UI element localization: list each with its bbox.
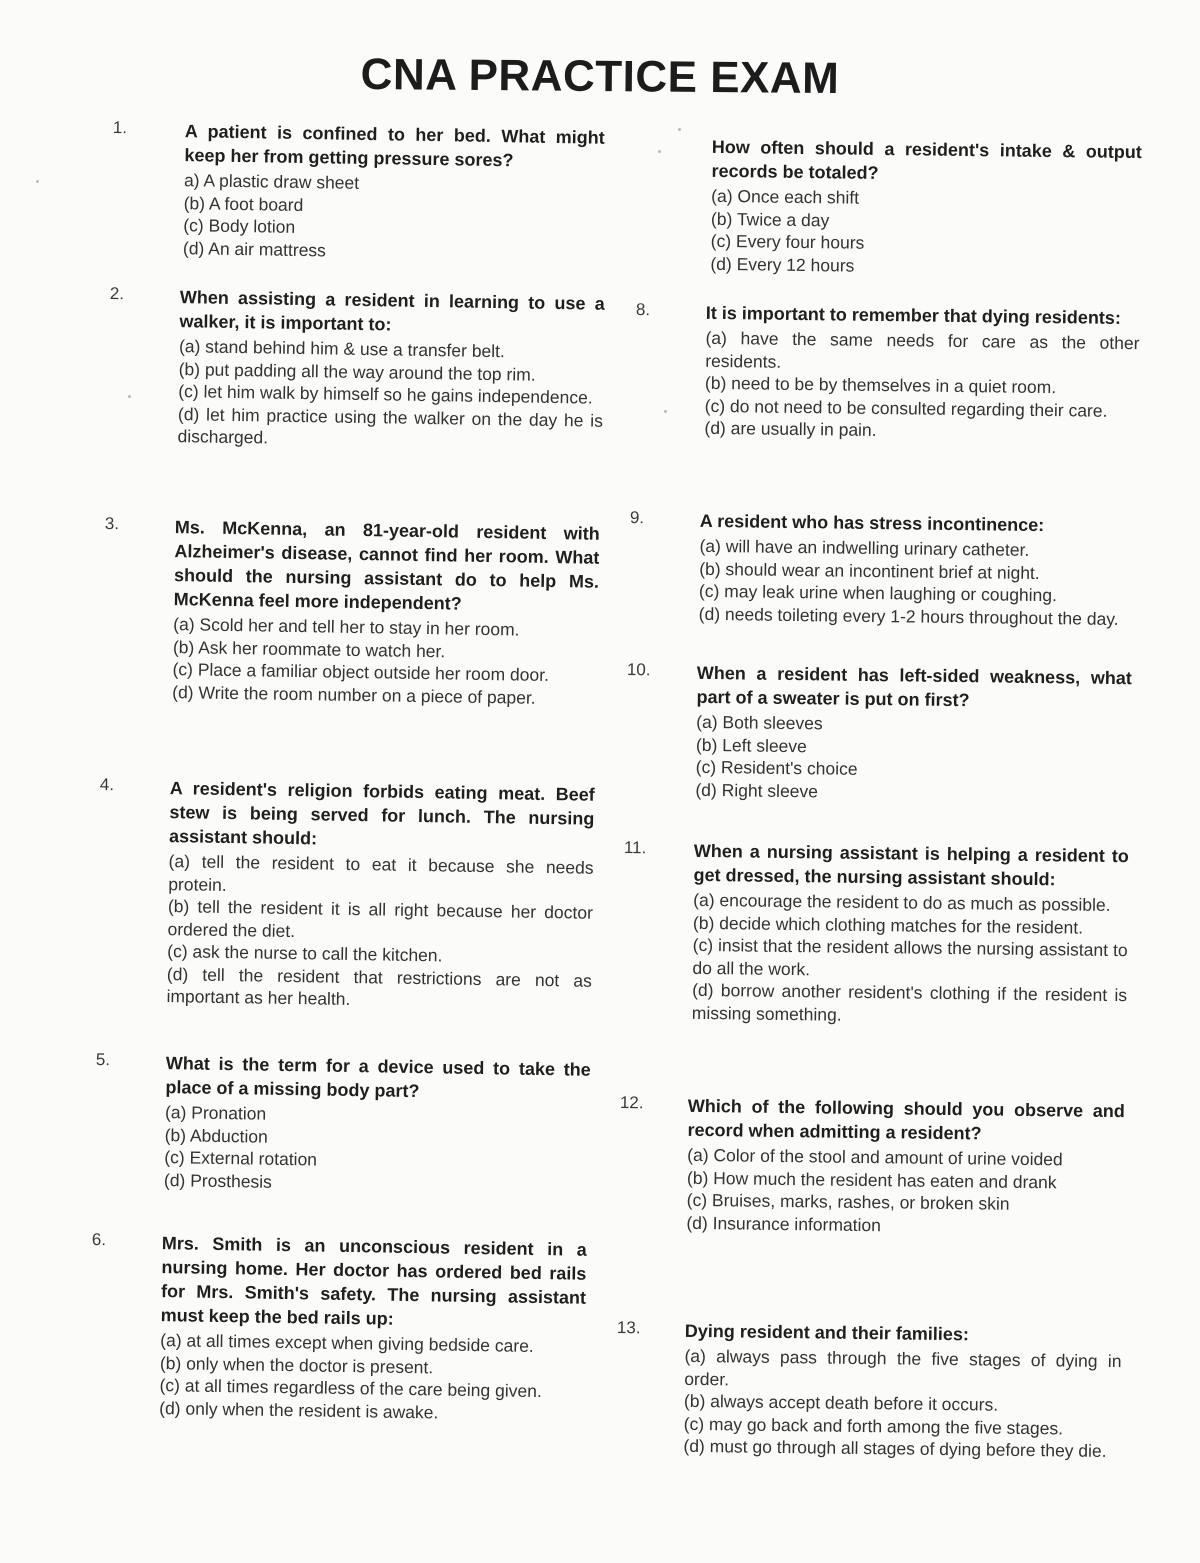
- question-number: 5.: [95, 1050, 111, 1070]
- answer-option: (a) Once each shift: [711, 185, 860, 208]
- question-number: 2.: [109, 284, 125, 304]
- question-stem: When a nursing assistant is helping a resident to get dressed, the nursing assistant should:: [693, 840, 1129, 890]
- question-body: [692, 839, 1129, 1029]
- question-7: [640, 134, 1142, 280]
- question-number: 10.: [626, 660, 651, 680]
- answer-option: (a) Scold her and tell her to stay in her room.: [173, 614, 520, 640]
- question-number: 3.: [104, 514, 120, 534]
- answer-option: (a) tell the resident to eat it because she needs protein.: [168, 851, 594, 895]
- answer-option: (b) only when the doctor is present.: [159, 1352, 434, 1377]
- question-number: [642, 134, 702, 135]
- answer-option: (b) Twice a day: [710, 208, 830, 230]
- answer-option: (c) Place a familiar object outside her room door.: [172, 659, 550, 685]
- answer-option: (c) at all times regardless of the care being given.: [159, 1375, 542, 1402]
- answer-option: (b) A foot board: [183, 192, 304, 215]
- question-body: [183, 119, 605, 266]
- answer-option: (b) Left sleeve: [695, 734, 807, 756]
- answer-option: (d) Write the room number on a piece of paper.: [172, 681, 536, 708]
- scan-speck: [678, 128, 681, 131]
- question-body: [695, 661, 1132, 806]
- question-number: 4.: [99, 775, 115, 795]
- answer-option: a) A plastic draw sheet: [183, 170, 360, 193]
- question-stem: A patient is confined to her bed. What might keep her from getting pressure sores?: [184, 121, 605, 171]
- question-11: [622, 838, 1129, 1029]
- answer-option: (b) tell the resident it is all right because her doctor ordered the diet.: [167, 896, 594, 941]
- answer-option: (a) at all times except when giving bedside care.: [160, 1330, 534, 1356]
- question-stem: A resident's religion forbids eating meat. Beef stew is being served for lunch. The nursing assistant should:: [168, 778, 595, 849]
- answer-option: (c) Resident's choice: [695, 756, 858, 779]
- question-body: [166, 776, 595, 1014]
- question-body: [177, 285, 605, 454]
- answer-option: (d) only when the resident is awake.: [159, 1397, 439, 1422]
- answer-option: (c) let him walk by himself so he gains independence.: [178, 381, 593, 408]
- question-stem: What is the term for a device used to take the place of a missing body part?: [165, 1053, 591, 1102]
- question-number: 1.: [112, 118, 128, 138]
- question-number: 13.: [616, 1318, 641, 1338]
- question-number: 12.: [619, 1093, 644, 1113]
- question-stem: How often should a resident's intake & output records be totaled?: [711, 136, 1142, 183]
- question-1: [111, 118, 605, 266]
- answer-option: (d) must go through all stages of dying before they die.: [683, 1435, 1107, 1461]
- answer-option: (a) Pronation: [164, 1102, 267, 1124]
- answer-option: (b) Ask her roommate to watch her.: [172, 636, 446, 661]
- question-body: [704, 301, 1140, 445]
- answer-option: (b) should wear an incontinent brief at night.: [699, 558, 1040, 583]
- question-stem: When assisting a resident in learning to use a walker, it is important to:: [179, 287, 605, 335]
- answer-option: (d) tell the resident that restrictions are not as important as her health.: [166, 963, 592, 1009]
- answer-option: (c) Bruises, marks, rashes, or broken skin: [686, 1189, 1010, 1214]
- answer-option: (c) External rotation: [164, 1147, 318, 1170]
- answer-option: (d) Every 12 hours: [710, 253, 855, 276]
- answer-option: (c) Body lotion: [183, 215, 296, 237]
- page-title: CNA PRACTICE EXAM: [360, 49, 840, 104]
- question-body: [172, 515, 600, 710]
- answer-option: (b) decide which clothing matches for the resident.: [692, 912, 1084, 938]
- question-number: 11.: [623, 838, 647, 858]
- question-stem: When a resident has left-sided weakness, what part of a sweater is put on first?: [696, 662, 1132, 711]
- question-8: [634, 300, 1140, 445]
- answer-option: (c) may go back and forth among the five stages.: [683, 1413, 1064, 1438]
- question-number: 9.: [629, 508, 645, 528]
- answer-option: (c) do not need to be consulted regarding their care.: [704, 395, 1108, 421]
- answer-option: (b) always accept death before it occurs.: [683, 1390, 999, 1415]
- question-3: [102, 514, 600, 710]
- answer-option: (a) stand behind him & use a transfer belt.: [178, 336, 506, 362]
- answer-option: (a) always pass through the five stages of dying in order.: [684, 1345, 1122, 1389]
- answer-option: (b) How much the resident has eaten and drank: [686, 1167, 1057, 1192]
- answer-option: (d) Right sleeve: [695, 779, 819, 801]
- answer-option: (d) borrow another resident's clothing if the resident is missing something.: [691, 979, 1128, 1025]
- answer-option: (a) encourage the resident to do as much as possible.: [693, 889, 1111, 915]
- question-stem: A resident who has stress incontinence:: [699, 510, 1045, 536]
- answer-option: (d) An air mattress: [182, 237, 327, 260]
- question-body: [683, 1319, 1122, 1463]
- question-4: [96, 775, 595, 1014]
- question-12: [618, 1093, 1125, 1239]
- question-10: [625, 660, 1132, 806]
- answer-option: (a) have the same needs for care as the other residents.: [705, 327, 1140, 372]
- question-stem: Ms. McKenna, an 81-year-old resident with Alzheimer's disease, cannot find her room. What should the nursing assistant do to help Ms. McKenna feel more independent?: [173, 517, 600, 614]
- answer-option: (b) put padding all the way around the top rim.: [178, 358, 536, 385]
- question-stem: Dying resident and their families:: [684, 1320, 970, 1345]
- question-body: [159, 1231, 587, 1426]
- question-13: [615, 1318, 1122, 1463]
- answer-option: (a) will have an indwelling urinary catheter.: [699, 535, 1030, 560]
- question-number: 8.: [635, 300, 651, 320]
- question-2: [107, 284, 604, 454]
- answer-option: (c) ask the nurse to call the kitchen.: [167, 941, 443, 966]
- question-body: [164, 1051, 591, 1198]
- answer-option: (d) are usually in pain.: [704, 417, 877, 440]
- question-body: [686, 1094, 1125, 1239]
- answer-option: (a) Color of the stool and amount of urine voided: [687, 1144, 1063, 1170]
- question-stem: Which of the following should you observe and record when admitting a resident?: [687, 1095, 1125, 1144]
- answer-option: (c) may leak urine when laughing or coughing.: [698, 580, 1058, 606]
- answer-option: (c) Every four hours: [710, 230, 865, 253]
- question-body: [699, 509, 1135, 630]
- question-number: 6.: [91, 1230, 107, 1250]
- answer-option: (d) Prosthesis: [163, 1169, 273, 1192]
- question-6: [89, 1230, 587, 1426]
- question-9: [629, 508, 1135, 630]
- answer-option: (b) need to be by themselves in a quiet room.: [704, 372, 1057, 398]
- answer-option: (b) Abduction: [164, 1124, 268, 1147]
- question-body: [710, 135, 1142, 280]
- question-5: [94, 1050, 591, 1198]
- answer-option: (d) let him practice using the walker on the day he is discharged.: [177, 403, 604, 448]
- answer-option: (a) Both sleeves: [696, 711, 823, 734]
- answer-option: (c) insist that the resident allows the nursing assistant to do all the work.: [692, 934, 1128, 979]
- answer-option: (d) Insurance information: [686, 1212, 882, 1235]
- answer-option: (d) needs toileting every 1-2 hours throughout the day.: [698, 603, 1119, 629]
- scan-speck: [36, 180, 39, 183]
- question-stem: It is important to remember that dying residents:: [705, 302, 1122, 328]
- question-stem: Mrs. Smith is an unconscious resident in a nursing home. Her doctor has ordered bed rails for Mrs. Smith's safety. The nursing assistant must keep the bed rails up:: [160, 1233, 587, 1329]
